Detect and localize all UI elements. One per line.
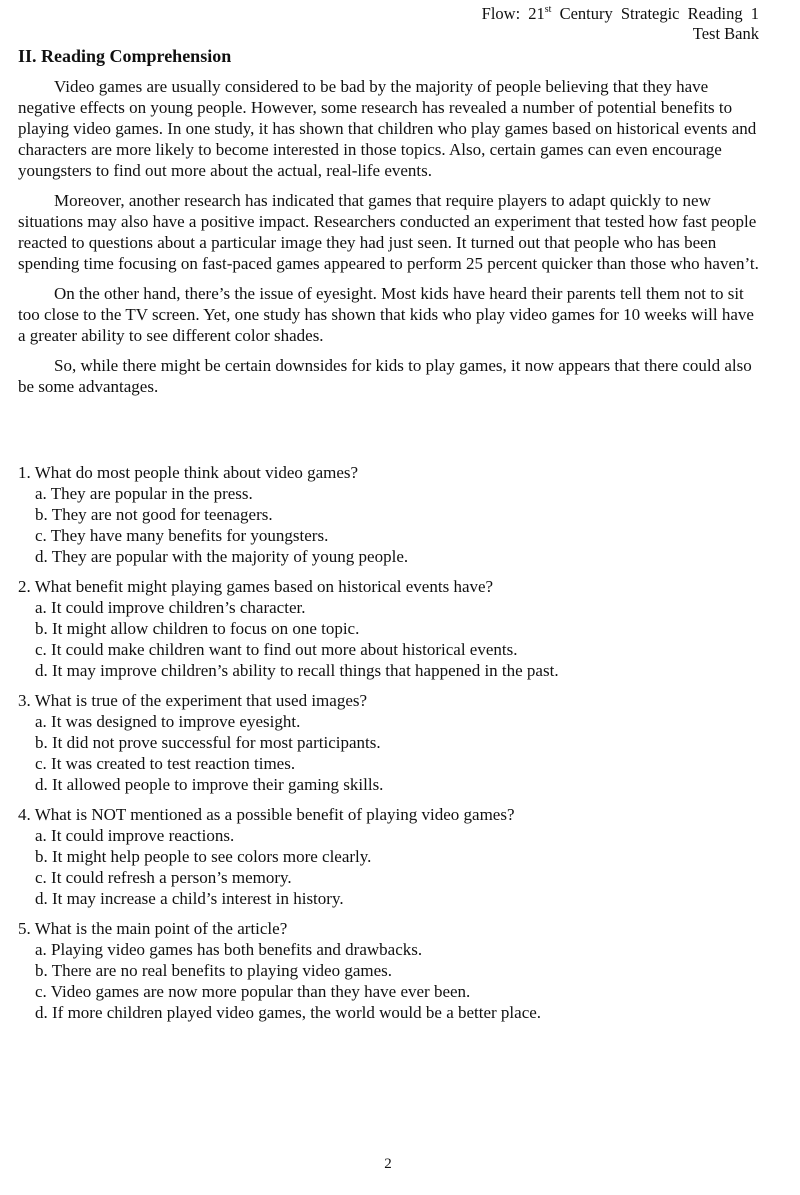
question-2 [18, 576, 768, 681]
header-title: Flow: 21st Century Strategic Reading 1 [481, 4, 759, 23]
question-1 [18, 462, 768, 567]
answer-option: d. It allowed people to improve their gaming skills. [35, 775, 384, 794]
passage-paragraph: On the other hand, there’s the issue of eyesight. Most kids have heard their parents tell them not to sit too close to the TV screen. Yet, one study has shown that kids who play video games for 10 weeks will have a greater ability to see different color shades. [18, 284, 754, 345]
answer-options [18, 711, 768, 795]
answer-option: c. It could make children want to find out more about historical events. [35, 640, 518, 659]
question-stem: 4. What is NOT mentioned as a possible benefit of playing video games? [18, 805, 515, 824]
header-subtitle: Test Bank [692, 24, 759, 43]
answer-option: a. It could improve reactions. [35, 826, 235, 845]
question-stem: 1. What do most people think about video games? [18, 463, 359, 482]
answer-option: d. It may improve children’s ability to recall things that happened in the past. [35, 661, 559, 680]
question-4 [18, 804, 768, 909]
answer-option: c. It could refresh a person’s memory. [35, 868, 292, 887]
page-header [482, 4, 759, 44]
answer-option: b. It did not prove successful for most participants. [35, 733, 381, 752]
question-stem: 5. What is the main point of the article? [18, 919, 288, 938]
answer-options [18, 939, 768, 1023]
answer-option: c. Video games are now more popular than they have ever been. [35, 982, 471, 1001]
question-stem: 3. What is true of the experiment that used images? [18, 691, 368, 710]
answer-option: b. There are no real benefits to playing video games. [35, 961, 393, 980]
answer-option: d. If more children played video games, the world would be a better place. [35, 1003, 542, 1022]
answer-options [18, 825, 768, 909]
answer-options [18, 483, 768, 567]
question-5 [18, 918, 768, 1023]
answer-option: a. They are popular in the press. [35, 484, 253, 503]
section-title: II. Reading Comprehension [18, 46, 232, 66]
answer-option: c. It was created to test reaction times. [35, 754, 296, 773]
question-list [18, 462, 768, 1032]
passage-paragraph: Video games are usually considered to be bad by the majority of people believing that they have negative effects on young people. However, some research has revealed a number of potential benefits to playing video games. In one study, it has shown that children who play games based on historical events and characters are more likely to become interested in those topics. Also, certain games can even encourage youngsters to find out more about the actual, real-life events. [18, 77, 757, 180]
page-number: 2 [384, 1156, 392, 1172]
answer-option: c. They have many benefits for youngsters. [35, 526, 329, 545]
answer-option: d. It may increase a child’s interest in history. [35, 889, 344, 908]
answer-option: a. It was designed to improve eyesight. [35, 712, 301, 731]
answer-options [18, 597, 768, 681]
answer-option: b. It might help people to see colors more clearly. [35, 847, 372, 866]
reading-passage [18, 76, 762, 406]
question-stem: 2. What benefit might playing games based on historical events have? [18, 577, 494, 596]
answer-option: d. They are popular with the majority of young people. [35, 547, 409, 566]
answer-option: b. It might allow children to focus on one topic. [35, 619, 360, 638]
answer-option: a. It could improve children’s character. [35, 598, 306, 617]
passage-paragraph: So, while there might be certain downsides for kids to play games, it now appears that there could also be some advantages. [18, 356, 752, 396]
passage-paragraph: Moreover, another research has indicated that games that require players to adapt quickly to new situations may also have a positive impact. Researchers conducted an experiment that tested how fast people reacted to questions about a particular image they had just seen. It turned out that people who has been spending time focusing on fast-paced games appeared to perform 25 percent quicker than those who haven’t. [18, 191, 759, 273]
answer-option: b. They are not good for teenagers. [35, 505, 273, 524]
answer-option: a. Playing video games has both benefits and drawbacks. [35, 940, 423, 959]
question-3 [18, 690, 768, 795]
